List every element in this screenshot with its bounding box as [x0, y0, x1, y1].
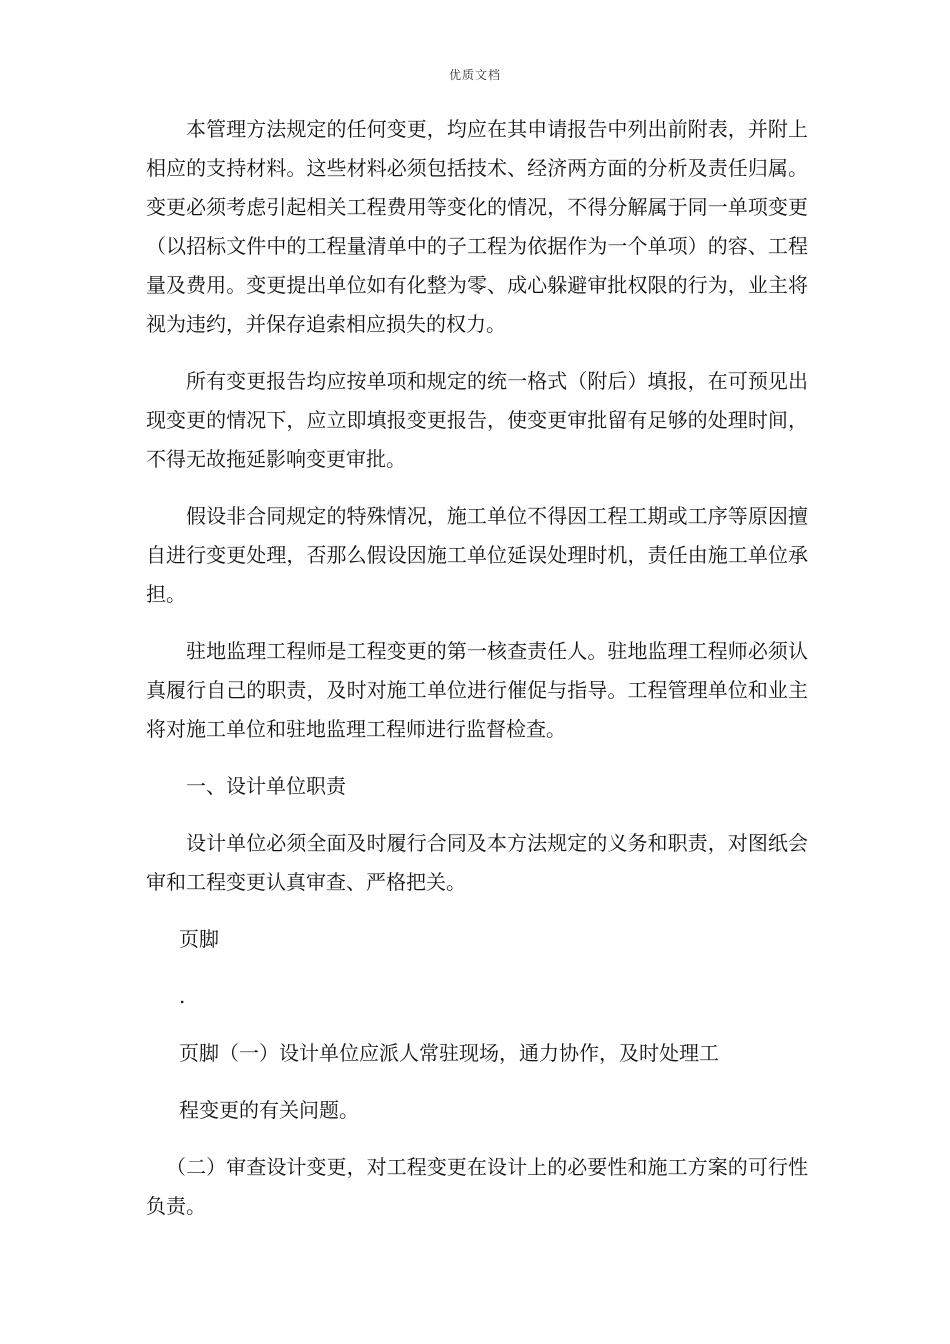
paragraph-supervisor-duty: 驻地监理工程师是工程变更的第一核查责任人。驻地监理工程师必须认真履行自己的职责，及时对施工单位进行催促与指导。工程管理单位和业主将对施工单位和驻地监理工程师进行监督检查。	[146, 639, 808, 741]
page-header: 优质文档	[448, 68, 501, 82]
item-one-continuation: 程变更的有关问题。	[179, 1098, 359, 1122]
paragraph-special-cases: 假设非合同规定的特殊情况，施工单位不得因工程工期或工序等原因擅自进行变更处理，否那么假设因施工单位延误处理时机，责任由施工单位承担。	[146, 504, 808, 606]
paragraph-design-unit-duty: 设计单位必须全面及时履行合同及本方法规定的义务和职责，对图纸会审和工程变更认真审查、严格把关。	[146, 831, 808, 894]
footer-label: 页脚	[179, 927, 219, 951]
paragraph-change-rules: 本管理方法规定的任何变更，均应在其申请报告中列出前附表，并附上相应的支持材料。这些材料必须包括技术、经济两方面的分析及责任归属。变更必须考虑引起相关工程费用等变化的情况，不得分解属于同一单项变更（以招标文件中的工程量清单中的子工程为依据作为一个单项）的容、工程量及费用。变更提出单位如有化整为零、成心躲避审批权限的行为，业主将视为违约，并保存追索相应损失的权力。	[146, 117, 808, 336]
separator-dot: .	[179, 984, 186, 1008]
footer-item-one: 页脚（一）设计单位应派人常驻现场，通力协作，及时处理工	[179, 1041, 719, 1065]
section-heading-design-unit: 一、设计单位职责	[186, 774, 346, 798]
paragraph-report-format: 所有变更报告均应按单项和规定的统一格式（附后）填报，在可预见出现变更的情况下，应立即填报变更报告，使变更审批留有足够的处理时间，不得无故拖延影响变更审批。	[146, 369, 808, 471]
document-body	[146, 110, 808, 1244]
paragraph-item-two: （二）审查设计变更，对工程变更在设计上的必要性和施工方案的可行性负责。	[146, 1155, 808, 1218]
